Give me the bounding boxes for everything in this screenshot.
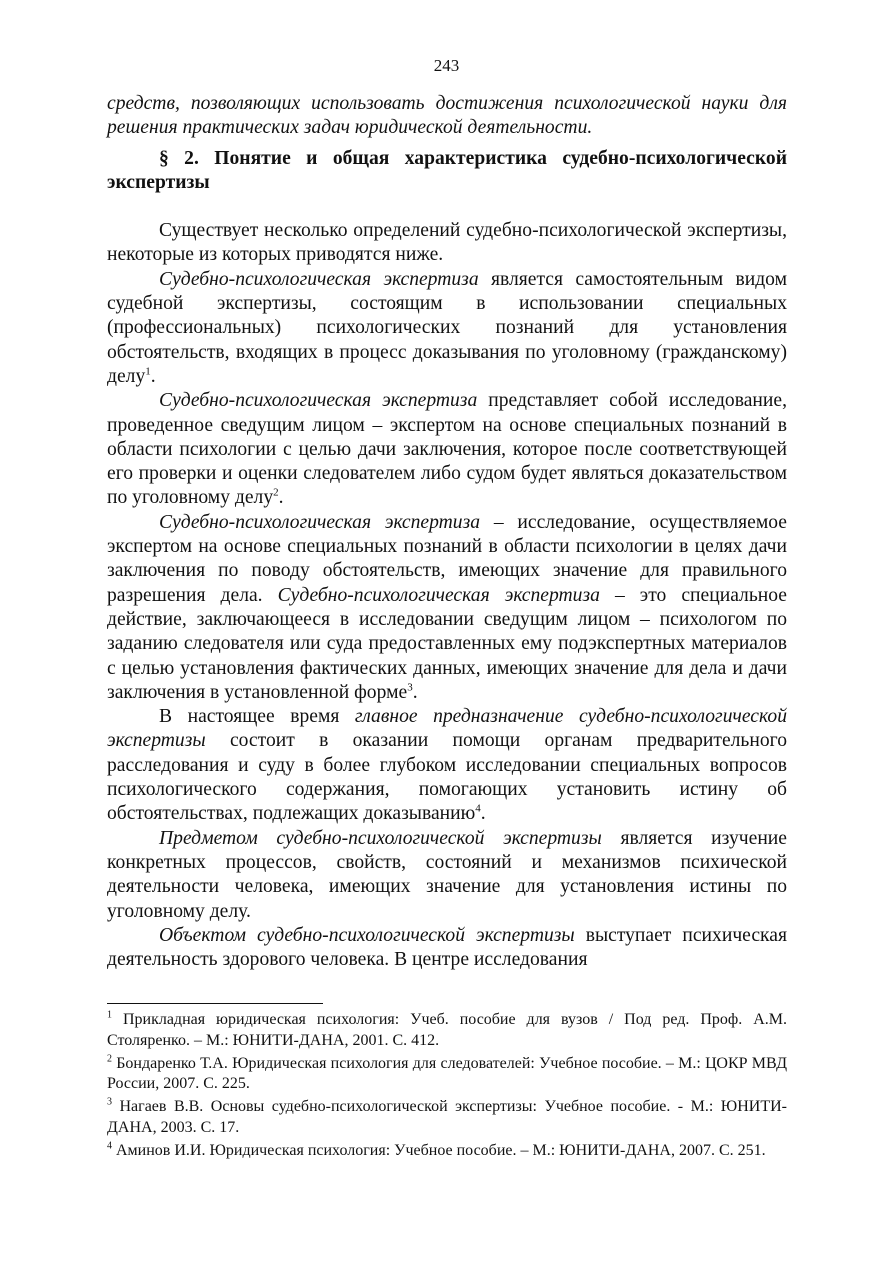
punctuation: . — [412, 681, 418, 703]
paragraph-text: – исследование, осуществляемое экспертом на основе специальных познаний в области психологии в целях дачи заключения по поводу обстоятельств, имеющих значение для правильного разрешения дела. — [107, 511, 787, 606]
term-emphasis: Объектом судебно-психологической экспертизы — [159, 924, 575, 946]
footnote-text: Нагаев В.В. Основы судебно-психологической экспертизы: Учебное пособие. - М.: ЮНИТИ-ДАНА, 2003. С. 17. — [107, 1098, 787, 1136]
footnote-number: 4 — [107, 1140, 112, 1152]
paragraph-text: является самостоятельным видом судебной экспертизы, состоящим в использовании специальных (профессиональных) психологических познаний для установления обстоятельств, входящих в процесс доказывания по уголовному (гражданскому) делу — [107, 268, 787, 387]
footnotes — [107, 1010, 787, 1164]
term-emphasis: Судебно-психологическая экспертиза — [159, 511, 481, 533]
punctuation: . — [480, 803, 486, 825]
term-emphasis: Судебно-психологическая экспертиза — [277, 584, 600, 606]
footnote-1 — [107, 1010, 787, 1052]
footnote-ref[interactable]: 3 — [407, 681, 413, 694]
paragraph-1 — [107, 219, 787, 268]
term-emphasis: Предметом судебно-психологической экспертизы — [159, 827, 602, 849]
footnote-divider — [107, 1003, 323, 1004]
footnote-2 — [107, 1054, 787, 1096]
intro-paragraph: средств, позволяющих использовать достижения психологической науки для решения практических задач юридической деятельности. — [107, 93, 787, 139]
spacer — [107, 195, 787, 219]
footnote-text: Прикладная юридическая психология: Учеб. пособие для вузов / Под ред. Проф. А.М. Столяренко. – М.: ЮНИТИ-ДАНА, 2001. С. 412. — [107, 1011, 787, 1049]
section-heading: § 2. Понятие и общая характеристика судебно-психологической экспертизы — [107, 147, 787, 193]
term-emphasis: Судебно-психологическая экспертиза — [159, 268, 479, 290]
paragraph-text: выступает психическая деятельность здорового человека. В центре исследования — [107, 924, 787, 971]
paragraph-2 — [107, 268, 787, 389]
paragraph-text: является изучение конкретных процессов, свойств, состояний и механизмов психической деятельности человека, имеющих значение для установления истины по уголовному делу. — [107, 827, 787, 922]
footnote-4 — [107, 1141, 787, 1162]
footnote-ref[interactable]: 1 — [145, 365, 151, 378]
punctuation: . — [150, 365, 156, 387]
paragraph-text: В настоящее время — [159, 706, 355, 728]
footnote-3 — [107, 1097, 787, 1139]
paragraph-5 — [107, 705, 787, 826]
paragraph-3 — [107, 389, 787, 510]
footnote-ref[interactable]: 4 — [475, 802, 481, 815]
footnote-number: 1 — [107, 1009, 112, 1021]
punctuation: . — [278, 487, 284, 509]
paragraph-text: представляет собой исследование, проведенное сведущим лицом – экспертом на основе специальных познаний в области психологии с целью дачи заключения, которое после соответствующей его проверки и оценки следователем либо судом будет являться доказательством по уголовному делу — [107, 390, 787, 509]
body-text — [107, 92, 787, 972]
footnote-text: Аминов И.И. Юридическая психология: Учебное пособие. – М.: ЮНИТИ-ДАНА, 2007. С. 251. — [112, 1141, 766, 1159]
paragraph-text: – это специальное действие, заключающееся в исследовании сведущим лицом – психологом по заданию следователя или суда предоставленных ему подэкспертных материалов с целью установления фактических данных, имеющих значение для дела и дачи заключения в установленной форме — [107, 584, 787, 703]
paragraph-4 — [107, 511, 787, 705]
page-number: 243 — [433, 56, 460, 75]
paragraph-6 — [107, 827, 787, 924]
term-emphasis: главное предназначение судебно-психологической экспертизы — [107, 706, 787, 752]
footnote-number: 2 — [107, 1053, 112, 1065]
paragraph-7 — [107, 924, 787, 973]
term-emphasis: Судебно-психологическая экспертиза — [159, 390, 478, 412]
footnote-ref[interactable]: 2 — [273, 486, 279, 499]
footnote-text: Бондаренко Т.А. Юридическая психология для следователей: Учебное пособие. – М.: ЦОКР МВД России, 2007. С. 225. — [107, 1054, 787, 1093]
paragraph-text: Существует несколько определений судебно-психологической экспертизы, некоторые из которых приводятся ниже. — [107, 220, 787, 266]
paragraph-text: состоит в оказании помощи органам предварительного расследования и суду в более глубоком исследовании специальных вопросов психологического содержания, помогающих установить истину об обстоятельствах, подлежащих доказыванию — [107, 730, 787, 825]
footnote-number: 3 — [107, 1096, 112, 1108]
